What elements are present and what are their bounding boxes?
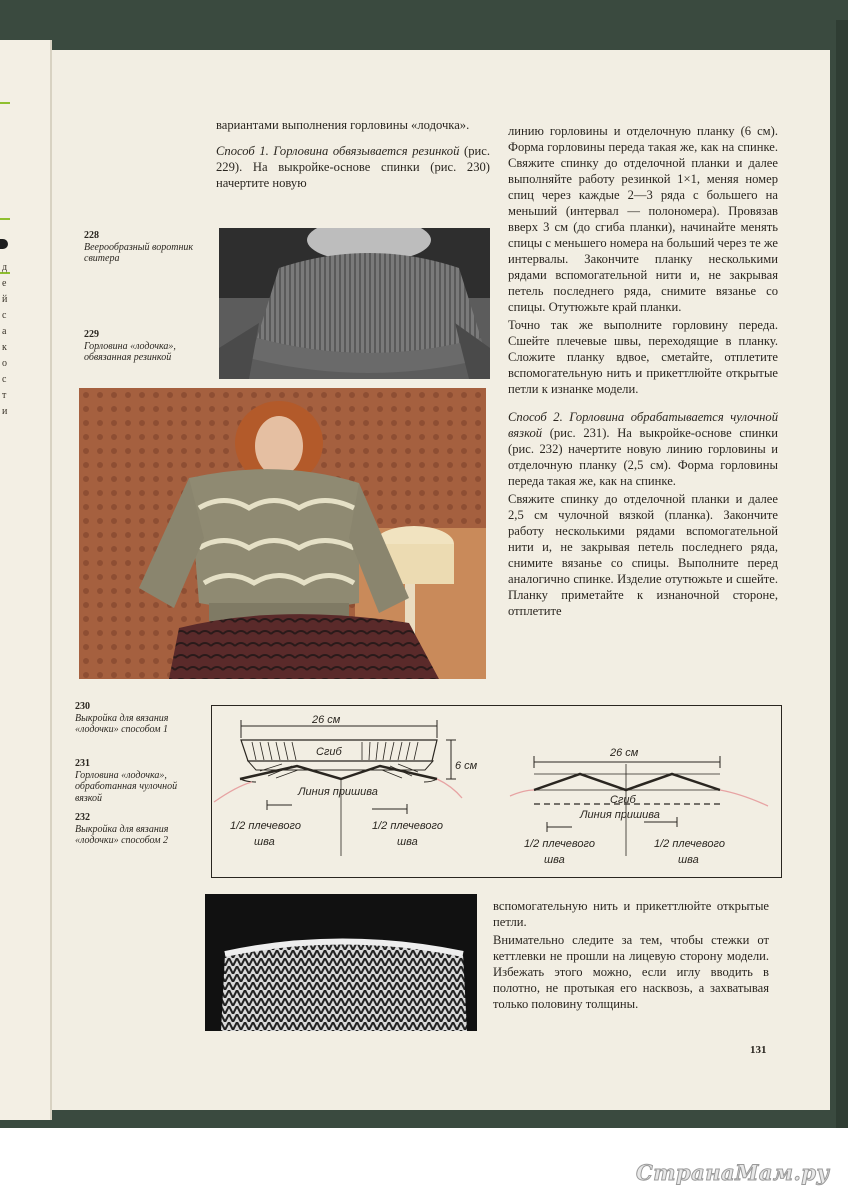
photo-ribbed-collar [219,228,490,379]
photo-model-sweater [79,388,486,679]
diagram2-seam-line-label: Линия пришива [580,809,660,821]
diagram2-half-seam-left-b: шва [544,854,565,866]
previous-page-letter: к [2,342,7,353]
caption-text: Горловина «лодочка», обвязанная резинкой [84,340,176,363]
method-heading: Способ 2. Горловина обрабатывается чулочной вязкой [508,410,778,440]
caption-229 [84,329,212,364]
previous-page-edge [0,40,52,1120]
pattern-diagram [211,705,782,878]
paragraph: линию горловины и отделочную планку (6 см). Форма горловины переда такая же, как на спинке. Свяжите спинку до отделочной планки и далее выполняйте работу резинкой 1×1, меняя номер спиц через каждые 2—3 ряда с большего на меньший (интервал — полономера). Провязав вверх 3 см (до сгиба планки), начинайте менять спицы с меньшего номера на больший через те же интервалы. Закончите планку несколькими рядами вспомогательной нити и, не закрывая петель последнего ряда, снимите вязанье со спицы. Отутюжьте край планки. [508,124,778,314]
previous-page-letter: е [2,278,7,289]
previous-page-letter: д [2,262,8,273]
diagram2-fold-label: Сгиб [610,794,636,806]
paragraph-text: (рис. 231). На выкройке-основе спинки (рис. 232) начертите новую линию горловины и отделочную планку (2,5 см). Форма горловины переда такая же, как на спинке. [508,426,778,488]
paragraph: Внимательно следите за тем, чтобы стежки от кеттлевки не прошли на лицевую сторону модели. Избежать этого можно, если иглу вводить в полотно, не протыкая его насквозь, а захватывая только половину толщины. [493,933,769,1011]
diagram1-half-seam-left-a: 1/2 плечевого [230,820,301,832]
figure-number: 229 [84,329,99,340]
previous-page-letter: й [2,294,8,305]
caption-text: Веерообразный воротник свитера [84,241,194,264]
figure-number: 228 [84,230,99,241]
caption-text: Выкройка для вязания «лодочки» способом 2 [75,823,169,846]
book-cover-edge [836,20,848,1128]
previous-page-bullet [0,239,8,249]
paragraph: Точно так же выполните горловину переда. Сшейте плечевые швы, переходящие в планку. Сложите планку вдвое, сметайте, отплетите вспомогательную нить и прикеттлюйте открытые петли к изнанке модели. [508,318,778,396]
diagram1-width-label: 26 см [312,714,341,726]
paragraph [216,143,490,191]
diagram1-half-seam-left-b: шва [254,836,275,848]
diagram1-height-label: 6 см [455,760,478,772]
page-number: 131 [750,1044,767,1056]
previous-page-letter: о [2,358,7,369]
caption-231 [75,758,201,804]
text-column-right-top [508,123,778,619]
figure-number: 230 [75,701,90,712]
text-column-right-bottom [493,898,769,1012]
diagram1-fold-label: Сгиб [316,746,342,758]
diagram2-width-label: 26 см [610,747,639,759]
caption-text: Выкройка для вязания «лодочки» способом 1 [75,712,169,735]
site-watermark: СтранаМам.ру [636,1160,830,1185]
diagram2-half-seam-right-a: 1/2 плечевого [654,838,725,850]
caption-230 [75,701,197,736]
text-column-left-top [216,117,490,191]
diagram1-seam-line-label: Линия пришива [298,786,378,798]
photo-stockinette-neckline [205,894,477,1031]
method-heading: Способ 1. Горловина обвязывается резинкой [216,144,460,158]
paragraph: вспомогательную нить и прикеттлюйте открытые петли. [493,899,769,929]
previous-page-letter: с [2,374,7,385]
previous-page-letter: т [2,390,7,401]
diagram1-half-seam-right-a: 1/2 плечевого [372,820,443,832]
previous-page-letter: и [2,406,8,417]
previous-page-letter: а [2,326,7,337]
caption-text: Горловина «лодочка», обработанная чулочной вязкой [75,769,178,804]
diagram2-half-seam-right-b: шва [678,854,699,866]
paragraph [508,409,778,489]
previous-page-green-mark [0,102,10,104]
paragraph-text: (рис. 229). На выкройке-основе спинки (рис. 230) начертите новую [216,144,490,190]
paragraph: вариантами выполнения горловины «лодочка». [216,118,470,132]
previous-page-letter: с [2,310,7,321]
diagram2-half-seam-left-a: 1/2 плечевого [524,838,595,850]
paragraph: Свяжите спинку до отделочной планки и далее 2,5 см чулочной вязкой (планка). Закончите работу несколькими рядами вспомогательной нити и, не закрывая петель последнего ряда, снимите вязанье со спицы. Выполните перед аналогично спинке. Изделие отутюжьте и сшейте. Планку приметайте к изнаночной стороне, отплетите [508,492,778,618]
diagram1-half-seam-right-b: шва [397,836,418,848]
caption-232 [75,812,203,847]
figure-number: 232 [75,812,90,823]
figure-number: 231 [75,758,90,769]
previous-page-green-mark [0,218,10,220]
caption-228 [84,230,204,265]
